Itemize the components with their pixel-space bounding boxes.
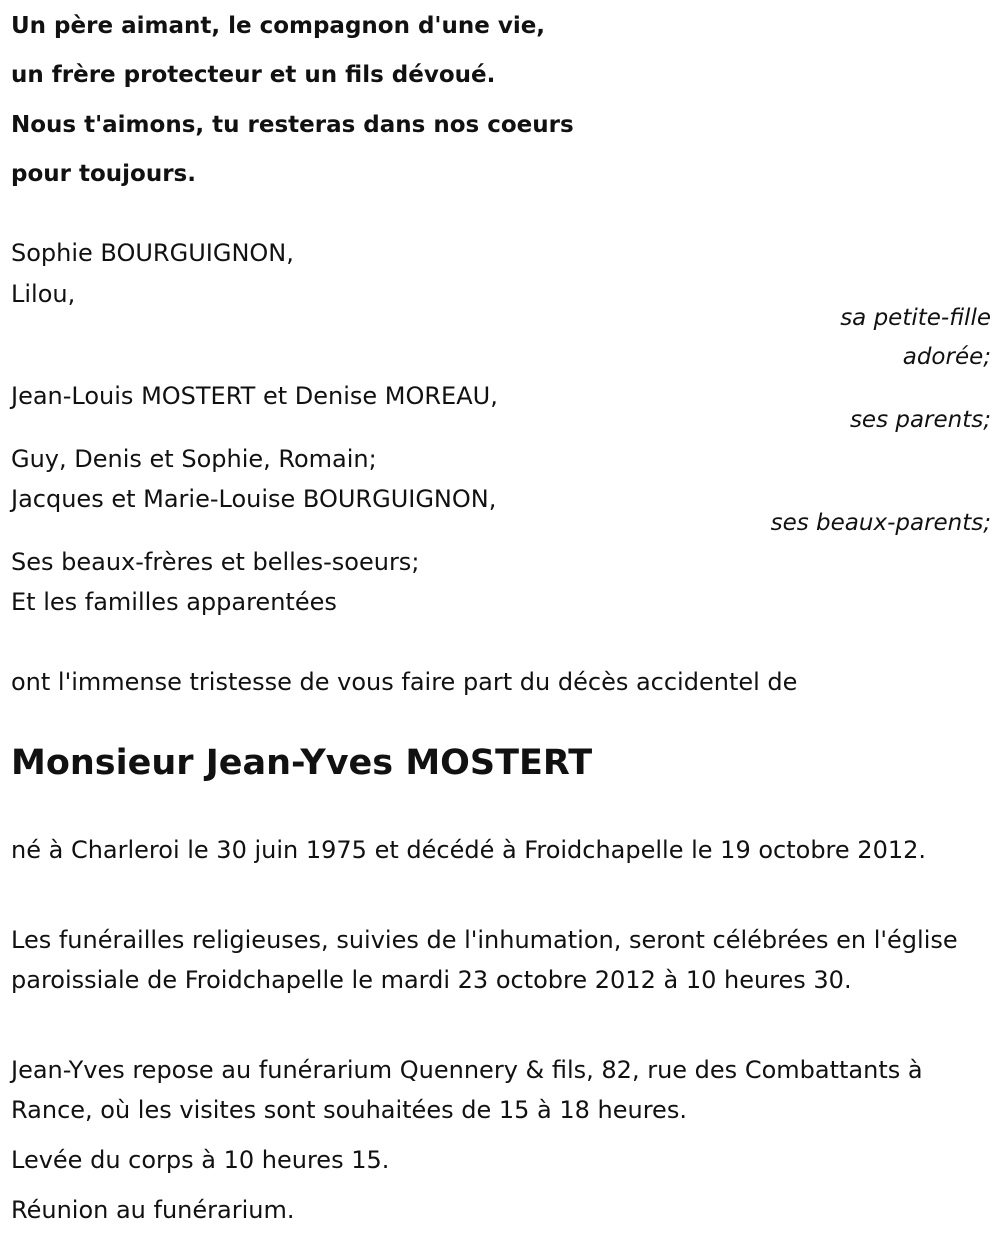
family-parents: Jean-Louis MOSTERT et Denise MOREAU, [11, 382, 498, 410]
gathering-details: Réunion au funérarium. [11, 1196, 295, 1224]
family-brothers-sisters-in-law: Ses beaux-frères et belles-soeurs; [11, 548, 420, 576]
family-sophie: Sophie BOURGUIGNON, [11, 239, 294, 267]
family-related: Et les familles apparentées [11, 588, 337, 616]
lilou-role-line-2: adorée; [902, 344, 991, 370]
parents-role: ses parents; [849, 407, 991, 433]
procession-details: Levée du corps à 10 heures 15. [11, 1146, 390, 1174]
family-lilou: Lilou, [11, 280, 76, 308]
poem-line-4: pour toujours. [11, 161, 196, 187]
deceased-name: Monsieur Jean-Yves MOSTERT [11, 743, 593, 783]
funeral-details: Les funérailles religieuses, suivies de l'inhumation, seront célébrées en l'église paroissiale de Froidchapelle le mardi 23 octobre 2012 à 10 heures 30. [11, 926, 958, 994]
rest-details: Jean-Yves repose au funérarium Quennery & fils, 82, rue des Combattants à Rance, où les visites sont souhaitées de 15 à 18 heures. [11, 1056, 923, 1124]
birth-death-details: né à Charleroi le 30 juin 1975 et décédé à Froidchapelle le 19 octobre 2012. [11, 836, 926, 864]
announcement: ont l'immense tristesse de vous faire part du décès accidentel de [11, 668, 798, 696]
poem-line-1: Un père aimant, le compagnon d'une vie, [11, 13, 546, 39]
poem-line-2: un frère protecteur et un fils dévoué. [11, 62, 496, 88]
in-laws-role: ses beaux-parents; [770, 510, 991, 536]
family-siblings: Guy, Denis et Sophie, Romain; [11, 445, 377, 473]
poem-line-3: Nous t'aimons, tu resteras dans nos coeurs [11, 112, 574, 138]
family-in-laws: Jacques et Marie-Louise BOURGUIGNON, [11, 485, 497, 513]
lilou-role-line-1: sa petite-fille [840, 305, 991, 331]
